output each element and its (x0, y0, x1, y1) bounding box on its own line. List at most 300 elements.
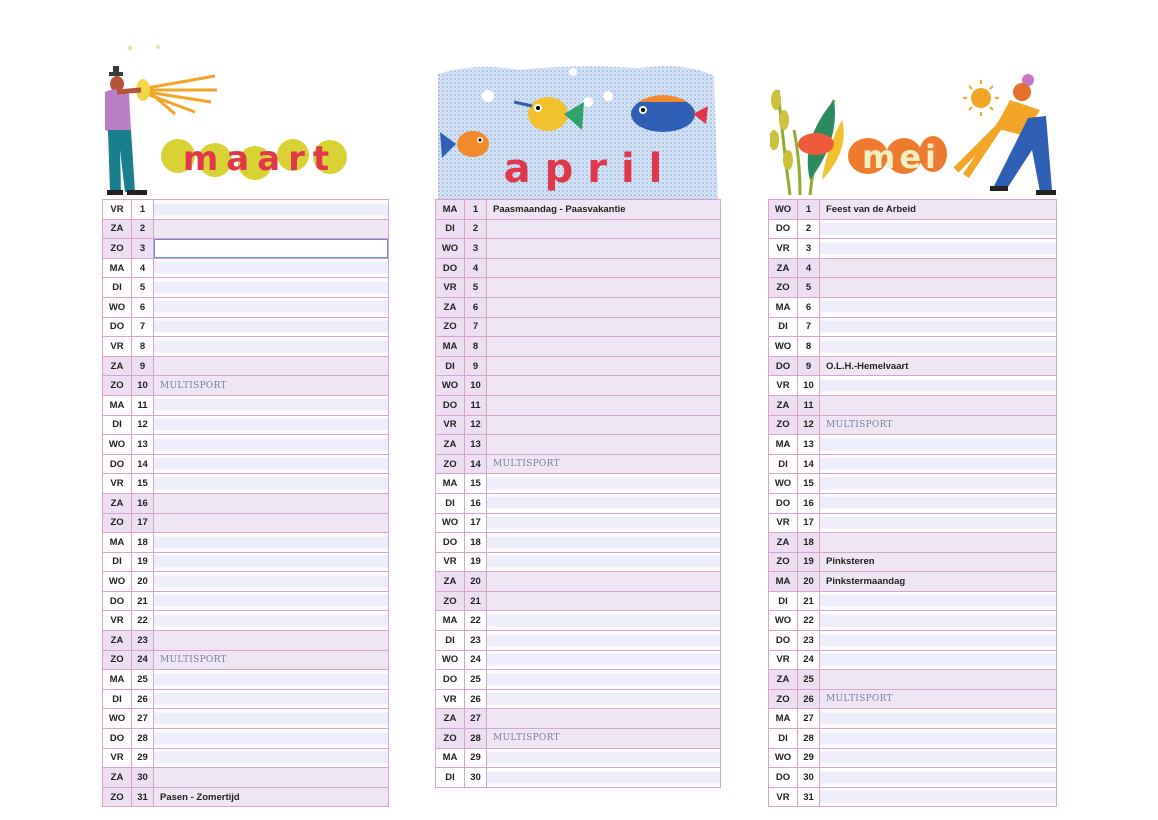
calendar-row (769, 278, 1057, 298)
calendar-row (436, 415, 721, 435)
weekday-cell: ZO (769, 552, 798, 572)
day-number-cell: 17 (132, 513, 154, 533)
calendar-row (436, 395, 721, 415)
event-cell[interactable] (154, 572, 389, 592)
calendar-row (769, 356, 1057, 376)
day-number-cell: 11 (798, 395, 820, 415)
weekday-cell: DI (436, 768, 465, 788)
day-number-cell: 17 (465, 513, 487, 533)
title-mei-art (846, 130, 956, 180)
weekday-cell: VR (103, 611, 132, 631)
calendar-row (103, 376, 389, 396)
day-number-cell: 28 (465, 729, 487, 749)
event-cell[interactable] (154, 474, 389, 494)
event-cell[interactable] (820, 748, 1057, 768)
event-cell[interactable] (154, 219, 389, 239)
event-cell[interactable] (154, 533, 389, 553)
event-cell[interactable]: Pinksteren (820, 552, 1057, 572)
calendar-row (103, 729, 389, 749)
calendar-row (769, 415, 1057, 435)
event-cell[interactable] (154, 435, 389, 455)
title-mei (846, 130, 956, 180)
day-number-cell: 16 (798, 493, 820, 513)
weekday-cell: ZA (769, 670, 798, 690)
event-input-active[interactable] (154, 239, 389, 259)
day-number-cell: 15 (132, 474, 154, 494)
weekday-cell: WO (769, 611, 798, 631)
weekday-cell: DI (436, 493, 465, 513)
day-number-cell: 22 (798, 611, 820, 631)
weekday-cell: MA (103, 395, 132, 415)
event-cell[interactable] (154, 748, 389, 768)
day-number-cell: 1 (798, 200, 820, 220)
day-number-cell: 10 (465, 376, 487, 396)
day-number-cell: 27 (798, 709, 820, 729)
day-number-cell: 13 (798, 435, 820, 455)
calendar-row (436, 748, 721, 768)
event-cell[interactable] (820, 317, 1057, 337)
event-cell[interactable] (154, 356, 389, 376)
calendar-row (103, 533, 389, 553)
weekday-cell: MA (103, 258, 132, 278)
event-cell[interactable] (487, 395, 721, 415)
day-number-cell: 25 (465, 670, 487, 690)
title-mei-text: mei (861, 138, 941, 176)
event-cell[interactable] (154, 200, 389, 220)
weekday-cell: WO (103, 297, 132, 317)
event-cell[interactable] (487, 670, 721, 690)
day-number-cell: 10 (132, 376, 154, 396)
calendar-row (436, 729, 721, 749)
event-cell[interactable] (154, 670, 389, 690)
calendar-row (769, 689, 1057, 709)
day-number-cell: 19 (132, 552, 154, 572)
day-number-cell: 8 (465, 337, 487, 357)
event-cell[interactable] (820, 297, 1057, 317)
calendar-row (769, 748, 1057, 768)
day-number-cell: 10 (798, 376, 820, 396)
weekday-cell: MA (436, 748, 465, 768)
event-cell[interactable] (154, 278, 389, 298)
event-cell[interactable] (487, 435, 721, 455)
weekday-cell: VR (103, 748, 132, 768)
weekday-cell: ZO (103, 376, 132, 396)
calendar-row (769, 650, 1057, 670)
calendar-row (103, 219, 389, 239)
calendar-row (769, 258, 1057, 278)
event-cell[interactable] (487, 493, 721, 513)
calendar-row (769, 533, 1057, 553)
day-number-cell: 23 (465, 631, 487, 651)
day-number-cell: 18 (798, 533, 820, 553)
day-number-cell: 6 (132, 297, 154, 317)
weekday-cell: ZA (103, 768, 132, 788)
calendar-row (436, 317, 721, 337)
calendar-row (103, 395, 389, 415)
title-april-art (500, 140, 700, 194)
calendar-row (103, 278, 389, 298)
weekday-cell: WO (769, 748, 798, 768)
event-cell[interactable]: Pasen - Zomertijd (154, 787, 389, 807)
weekday-cell: ZO (103, 513, 132, 533)
weekday-cell: MA (436, 611, 465, 631)
event-cell[interactable] (820, 768, 1057, 788)
event-cell[interactable] (820, 395, 1057, 415)
weekday-cell: WO (769, 474, 798, 494)
calendar-mei (768, 199, 1057, 807)
event-cell[interactable] (820, 591, 1057, 611)
calendar-row (436, 493, 721, 513)
event-cell[interactable] (154, 768, 389, 788)
calendar-row (769, 729, 1057, 749)
event-cell[interactable] (487, 709, 721, 729)
event-cell[interactable]: MULTISPORT (487, 729, 721, 749)
day-number-cell: 5 (465, 278, 487, 298)
event-cell[interactable]: MULTISPORT (820, 415, 1057, 435)
calendar-row (769, 552, 1057, 572)
day-number-cell: 15 (465, 474, 487, 494)
weekday-cell: ZA (436, 435, 465, 455)
calendar-row (769, 709, 1057, 729)
weekday-cell: ZO (436, 454, 465, 474)
day-number-cell: 19 (798, 552, 820, 572)
weekday-cell: ZA (103, 356, 132, 376)
weekday-cell: DO (436, 533, 465, 553)
event-cell[interactable] (154, 611, 389, 631)
calendar-row (436, 258, 721, 278)
weekday-cell: VR (436, 689, 465, 709)
event-cell[interactable] (154, 689, 389, 709)
calendar-row (436, 631, 721, 651)
weekday-cell: ZA (436, 297, 465, 317)
event-cell[interactable] (820, 239, 1057, 259)
event-cell[interactable] (820, 278, 1057, 298)
calendar-row (769, 297, 1057, 317)
day-number-cell: 23 (798, 631, 820, 651)
calendar-row (103, 435, 389, 455)
calendar-row (103, 317, 389, 337)
weekday-cell: DO (769, 219, 798, 239)
event-cell[interactable] (820, 513, 1057, 533)
calendar-row (103, 415, 389, 435)
day-number-cell: 30 (465, 768, 487, 788)
event-cell[interactable] (154, 415, 389, 435)
weekday-cell: MA (769, 297, 798, 317)
day-number-cell: 12 (132, 415, 154, 435)
day-number-cell: 24 (132, 650, 154, 670)
event-cell[interactable] (487, 278, 721, 298)
event-cell[interactable]: Paasmaandag - Paasvakantie (487, 200, 721, 220)
event-cell[interactable] (820, 533, 1057, 553)
weekday-cell: WO (769, 200, 798, 220)
title-april (500, 140, 700, 194)
day-number-cell: 18 (132, 533, 154, 553)
title-maart-text: maart (182, 139, 338, 179)
day-number-cell: 26 (465, 689, 487, 709)
weekday-cell: DO (436, 395, 465, 415)
weekday-cell: DI (436, 356, 465, 376)
event-cell[interactable] (154, 258, 389, 278)
calendar-row (103, 337, 389, 357)
weekday-cell: MA (769, 435, 798, 455)
event-cell[interactable] (487, 572, 721, 592)
day-number-cell: 7 (798, 317, 820, 337)
day-number-cell: 29 (798, 748, 820, 768)
weekday-cell: MA (103, 533, 132, 553)
calendar-row (103, 493, 389, 513)
event-cell[interactable]: MULTISPORT (820, 689, 1057, 709)
weekday-cell: WO (769, 337, 798, 357)
day-number-cell: 5 (132, 278, 154, 298)
event-cell[interactable] (487, 239, 721, 259)
day-number-cell: 2 (465, 219, 487, 239)
event-cell[interactable] (487, 748, 721, 768)
weekday-cell: ZA (103, 493, 132, 513)
calendar-row (769, 513, 1057, 533)
day-number-cell: 14 (132, 454, 154, 474)
event-cell[interactable]: MULTISPORT (154, 650, 389, 670)
day-number-cell: 29 (465, 748, 487, 768)
day-number-cell: 25 (798, 670, 820, 690)
event-cell[interactable] (487, 356, 721, 376)
day-number-cell: 26 (132, 689, 154, 709)
event-cell[interactable] (154, 395, 389, 415)
day-number-cell: 18 (465, 533, 487, 553)
weekday-cell: WO (436, 650, 465, 670)
event-cell[interactable] (154, 552, 389, 572)
calendar-row (769, 787, 1057, 807)
day-number-cell: 9 (465, 356, 487, 376)
day-number-cell: 30 (798, 768, 820, 788)
calendar-row (436, 611, 721, 631)
day-number-cell: 12 (465, 415, 487, 435)
calendar-row (769, 239, 1057, 259)
weekday-cell: WO (436, 513, 465, 533)
weekday-cell: ZA (103, 631, 132, 651)
calendar-row (436, 337, 721, 357)
calendar-row (769, 768, 1057, 788)
weekday-cell: VR (769, 239, 798, 259)
event-cell[interactable]: O.L.H.-Hemelvaart (820, 356, 1057, 376)
calendar-row (436, 278, 721, 298)
event-cell[interactable] (820, 474, 1057, 494)
calendar-row (436, 552, 721, 572)
event-cell[interactable] (820, 219, 1057, 239)
calendar-row (769, 670, 1057, 690)
day-number-cell: 20 (465, 572, 487, 592)
event-cell[interactable]: MULTISPORT (487, 454, 721, 474)
day-number-cell: 12 (798, 415, 820, 435)
event-cell[interactable] (487, 689, 721, 709)
event-cell[interactable] (487, 376, 721, 396)
day-number-cell: 17 (798, 513, 820, 533)
weekday-cell: MA (436, 200, 465, 220)
weekday-cell: ZO (103, 239, 132, 259)
day-number-cell: 24 (465, 650, 487, 670)
weekday-cell: VR (103, 200, 132, 220)
calendar-row (436, 650, 721, 670)
event-cell[interactable] (154, 317, 389, 337)
weekday-cell: WO (436, 376, 465, 396)
weekday-cell: VR (769, 376, 798, 396)
calendar-row (769, 337, 1057, 357)
weekday-cell: DI (103, 552, 132, 572)
event-cell[interactable] (820, 631, 1057, 651)
day-number-cell: 2 (798, 219, 820, 239)
day-number-cell: 21 (132, 591, 154, 611)
day-number-cell: 20 (132, 572, 154, 592)
event-cell[interactable] (487, 258, 721, 278)
weekday-cell: ZO (103, 787, 132, 807)
event-cell[interactable] (820, 493, 1057, 513)
day-number-cell: 22 (132, 611, 154, 631)
event-cell[interactable] (154, 493, 389, 513)
event-cell[interactable] (487, 513, 721, 533)
calendar-row (436, 239, 721, 259)
calendar-row (436, 513, 721, 533)
weekday-cell: DO (103, 317, 132, 337)
weekday-cell: VR (769, 650, 798, 670)
event-cell[interactable] (820, 709, 1057, 729)
weekday-cell: DI (103, 689, 132, 709)
weekday-cell: DO (103, 729, 132, 749)
event-cell[interactable] (487, 768, 721, 788)
event-cell[interactable] (820, 337, 1057, 357)
event-cell[interactable] (154, 631, 389, 651)
event-cell[interactable] (820, 376, 1057, 396)
event-cell[interactable] (487, 317, 721, 337)
event-cell[interactable]: Feest van de Arbeid (820, 200, 1057, 220)
weekday-cell: VR (103, 474, 132, 494)
day-number-cell: 23 (132, 631, 154, 651)
weekday-cell: WO (103, 572, 132, 592)
calendar-row (103, 239, 389, 259)
event-cell[interactable] (487, 533, 721, 553)
calendar-row (436, 219, 721, 239)
event-cell[interactable] (154, 454, 389, 474)
event-cell[interactable] (820, 729, 1057, 749)
weekday-cell: DO (769, 631, 798, 651)
day-number-cell: 13 (465, 435, 487, 455)
calendar-row (103, 297, 389, 317)
calendar-april (435, 199, 721, 788)
calendar-row (436, 454, 721, 474)
calendar-row (769, 435, 1057, 455)
weekday-cell: ZO (436, 317, 465, 337)
calendar-row (103, 631, 389, 651)
calendar-row (769, 317, 1057, 337)
day-number-cell: 27 (132, 709, 154, 729)
event-cell[interactable] (154, 729, 389, 749)
weekday-cell: MA (436, 474, 465, 494)
event-cell[interactable]: MULTISPORT (154, 376, 389, 396)
day-number-cell: 19 (465, 552, 487, 572)
day-number-cell: 29 (132, 748, 154, 768)
weekday-cell: DO (769, 356, 798, 376)
weekday-cell: WO (103, 709, 132, 729)
day-number-cell: 22 (465, 611, 487, 631)
weekday-cell: VR (769, 787, 798, 807)
event-cell[interactable] (154, 337, 389, 357)
calendar-row (769, 474, 1057, 494)
day-number-cell: 3 (465, 239, 487, 259)
event-cell[interactable] (487, 611, 721, 631)
day-number-cell: 4 (798, 258, 820, 278)
weekday-cell: DO (436, 258, 465, 278)
weekday-cell: VR (436, 415, 465, 435)
day-number-cell: 14 (798, 454, 820, 474)
day-number-cell: 24 (798, 650, 820, 670)
event-cell[interactable] (154, 591, 389, 611)
event-cell[interactable] (487, 650, 721, 670)
day-number-cell: 20 (798, 572, 820, 592)
event-cell[interactable] (487, 415, 721, 435)
event-cell[interactable] (820, 454, 1057, 474)
event-cell[interactable] (487, 474, 721, 494)
calendar-row (103, 787, 389, 807)
day-number-cell: 8 (798, 337, 820, 357)
weekday-cell: DO (769, 493, 798, 513)
event-cell[interactable] (820, 611, 1057, 631)
event-cell[interactable] (820, 650, 1057, 670)
event-cell[interactable] (487, 219, 721, 239)
event-cell[interactable] (154, 709, 389, 729)
weekday-cell: MA (769, 709, 798, 729)
weekday-cell: DI (103, 278, 132, 298)
weekday-cell: DO (103, 454, 132, 474)
calendar-row (103, 356, 389, 376)
calendar-row (436, 474, 721, 494)
event-cell[interactable] (154, 513, 389, 533)
weekday-cell: ZO (769, 415, 798, 435)
calendar-row (769, 376, 1057, 396)
calendar-row (103, 768, 389, 788)
event-cell[interactable] (820, 670, 1057, 690)
weekday-cell: MA (436, 337, 465, 357)
event-cell[interactable] (487, 552, 721, 572)
event-cell[interactable] (487, 297, 721, 317)
day-number-cell: 7 (132, 317, 154, 337)
weekday-cell: VR (769, 513, 798, 533)
day-number-cell: 30 (132, 768, 154, 788)
event-cell[interactable] (487, 591, 721, 611)
event-cell[interactable] (820, 435, 1057, 455)
event-cell[interactable] (820, 787, 1057, 807)
day-number-cell: 6 (798, 297, 820, 317)
day-number-cell: 2 (132, 219, 154, 239)
calendar-row (103, 513, 389, 533)
event-cell[interactable] (820, 258, 1057, 278)
day-number-cell: 5 (798, 278, 820, 298)
calendar-row (436, 572, 721, 592)
calendar-row (436, 435, 721, 455)
event-cell[interactable] (154, 297, 389, 317)
calendar-maart (102, 199, 389, 807)
event-cell[interactable]: Pinkstermaandag (820, 572, 1057, 592)
weekday-cell: ZO (103, 650, 132, 670)
day-number-cell: 9 (132, 356, 154, 376)
calendar-row (103, 611, 389, 631)
weekday-cell: MA (769, 572, 798, 592)
day-number-cell: 13 (132, 435, 154, 455)
day-number-cell: 21 (798, 591, 820, 611)
weekday-cell: ZO (436, 729, 465, 749)
event-cell[interactable] (487, 337, 721, 357)
weekday-cell: ZA (769, 533, 798, 553)
title-april-text: april (503, 146, 677, 192)
event-cell[interactable] (487, 631, 721, 651)
day-number-cell: 21 (465, 591, 487, 611)
